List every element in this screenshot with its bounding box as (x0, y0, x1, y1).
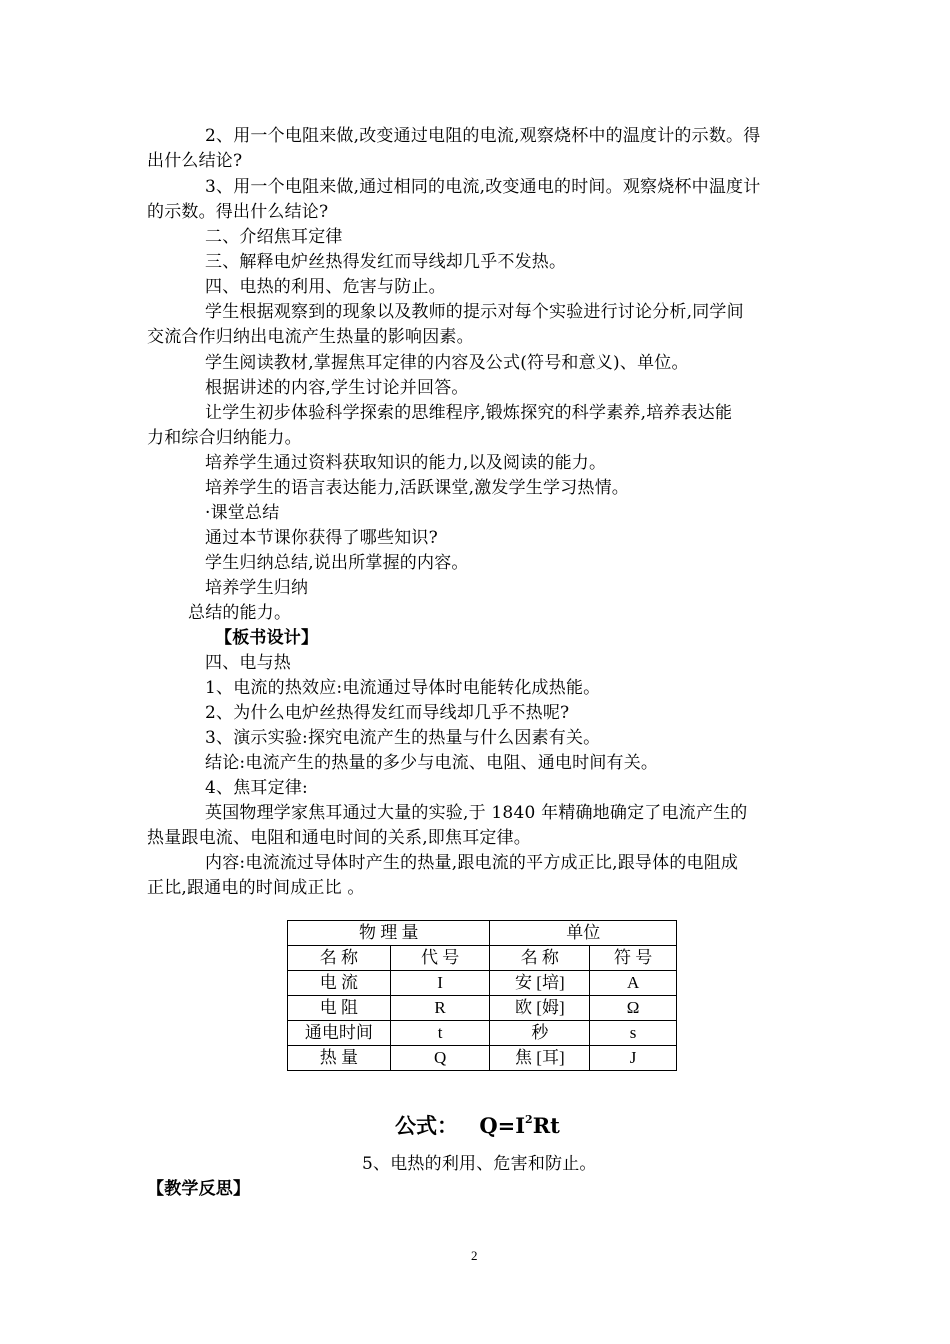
text-line: 学生阅读教材,掌握焦耳定律的内容及公式(符号和意义)、单位。 (205, 353, 689, 373)
table-cell: t (390, 1021, 490, 1046)
table-cell: J (590, 1046, 677, 1071)
text-line: 4、焦耳定律: (205, 778, 308, 798)
table-cell: 焦 [耳] (490, 1046, 590, 1071)
table-header-cell: 代 号 (390, 946, 490, 971)
table-cell: 通电时间 (288, 1021, 391, 1046)
table-header-cell: 单位 (490, 921, 677, 946)
text-line: 根据讲述的内容,学生讨论并回答。 (205, 378, 469, 398)
table-cell: 秒 (490, 1021, 590, 1046)
table-cell: 电 阻 (288, 996, 391, 1021)
table-subheader-row (288, 946, 677, 971)
table-cell: 电 流 (288, 971, 391, 996)
section-heading: 【板书设计】 (215, 628, 319, 648)
text-line: 培养学生的语言表达能力,活跃课堂,激发学生学习热情。 (205, 478, 630, 498)
text-line: 二、介绍焦耳定律 (205, 227, 343, 247)
table-row (288, 996, 677, 1021)
formula-label: 公式： (395, 1113, 458, 1138)
table-header-cell: 符 号 (590, 946, 677, 971)
table-row (288, 1046, 677, 1071)
text-line: 力和综合归纳能力。 (147, 428, 302, 448)
text-line: 培养学生通过资料获取知识的能力,以及阅读的能力。 (205, 453, 607, 473)
text-line: 出什么结论? (147, 151, 243, 171)
text-line: 2、用一个电阻来做,改变通过电阻的电流,观察烧杯中的温度计的示数。得 (205, 126, 761, 146)
text-line: 学生归纳总结,说出所掌握的内容。 (205, 553, 469, 573)
text-line: 让学生初步体验科学探索的思维程序,锻炼探究的科学素养,培养表达能 (205, 403, 733, 423)
text-line: 总结的能力。 (188, 603, 292, 623)
table-cell: R (390, 996, 490, 1021)
text-line: 四、电与热 (205, 653, 291, 673)
text-line: 四、电热的利用、危害与防止。 (205, 277, 446, 297)
page-number: 2 (471, 1248, 478, 1263)
formula-exponent: 2 (525, 1113, 533, 1126)
table-cell: I (390, 971, 490, 996)
text-line: 5、电热的利用、危害和防止。 (362, 1154, 597, 1174)
table-cell: 安 [培] (490, 971, 590, 996)
table-cell: 欧 [姆] (490, 996, 590, 1021)
table-row (288, 1021, 677, 1046)
text-line: 2、为什么电炉丝热得发红而导线却几乎不热呢? (205, 703, 570, 723)
table-cell: Q (390, 1046, 490, 1071)
table-header-cell: 物 理 量 (288, 921, 490, 946)
text-line: 三、解释电炉丝热得发红而导线却几乎不发热。 (205, 252, 567, 272)
text-line: 结论:电流产生的热量的多少与电流、电阻、通电时间有关。 (205, 753, 659, 773)
text-line: 英国物理学家焦耳通过大量的实验,于 1840 年精确地确定了电流产生的 (205, 803, 748, 823)
text-line: ·课堂总结 (205, 503, 280, 523)
table-cell: s (590, 1021, 677, 1046)
text-line: 培养学生归纳 (205, 578, 309, 598)
table-cell: 热 量 (288, 1046, 391, 1071)
physics-quantity-table (287, 920, 677, 1071)
text-line: 3、演示实验:探究电流产生的热量与什么因素有关。 (205, 728, 601, 748)
table-cell: Ω (590, 996, 677, 1021)
text-line: 的示数。得出什么结论? (147, 202, 329, 222)
text-line: 热量跟电流、电阻和通电时间的关系,即焦耳定律。 (147, 828, 532, 848)
text-line: 1、电流的热效应:电流通过导体时电能转化成热能。 (205, 678, 601, 698)
table-header-row (288, 921, 677, 946)
text-line: 通过本节课你获得了哪些知识? (205, 528, 438, 548)
text-line: 正比,跟通电的时间成正比 。 (147, 878, 365, 898)
text-line: 交流合作归纳出电流产生热量的影响因素。 (147, 327, 474, 347)
table-header-cell: 名 称 (490, 946, 590, 971)
text-line: 内容:电流流过导体时产生的热量,跟电流的平方成正比,跟导体的电阻成 (205, 853, 739, 873)
formula-tail: Rt (532, 1113, 560, 1138)
table-cell: A (590, 971, 677, 996)
formula-base: Q=I (479, 1113, 526, 1138)
text-line: 3、用一个电阻来做,通过相同的电流,改变通电的时间。观察烧杯中温度计 (205, 177, 761, 197)
text-line: 学生根据观察到的现象以及教师的提示对每个实验进行讨论分析,同学间 (205, 302, 744, 322)
table-row (288, 971, 677, 996)
table-header-cell: 名 称 (288, 946, 391, 971)
joule-formula (395, 1110, 560, 1140)
section-heading: 【教学反思】 (147, 1179, 251, 1199)
